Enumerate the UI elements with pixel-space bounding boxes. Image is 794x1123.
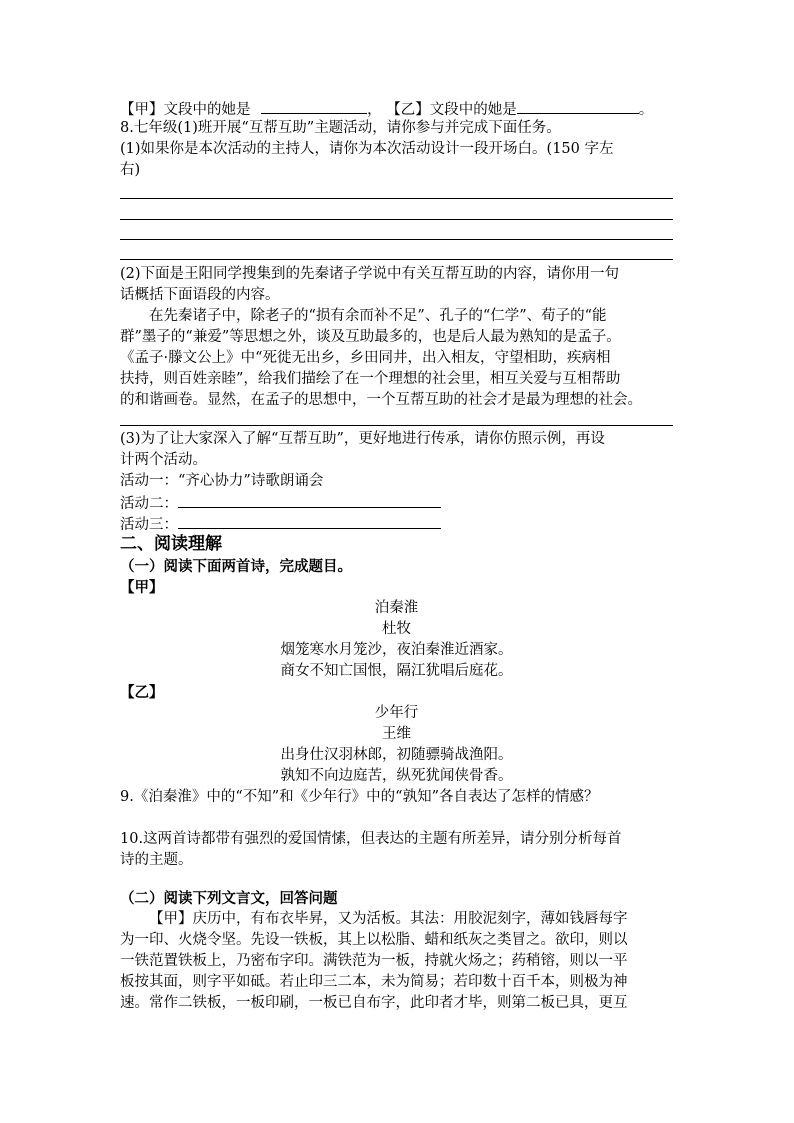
answer-line[interactable] bbox=[120, 425, 673, 426]
yi-prompt: 【乙】文段中的她是 bbox=[386, 102, 517, 118]
classical-text-line: 板按其面，则字平如砥。若止印三二本，未为简易；若印数十百千本，则极为神 bbox=[120, 974, 628, 990]
answer-blank-activity3[interactable] bbox=[178, 513, 441, 529]
answer-blank-activity2[interactable] bbox=[178, 492, 441, 508]
answer-line[interactable] bbox=[120, 239, 673, 240]
q8-sub3-line2: 计两个活动。 bbox=[120, 452, 207, 468]
passage-line: 《孟子·滕文公上》中“死徙无出乡，乡田同井，出入相友，守望相助，疾病相 bbox=[120, 350, 611, 366]
q8-sub2-line2: 话概括下面语段的内容。 bbox=[120, 287, 280, 303]
activity-two-label: 活动二： bbox=[120, 496, 178, 512]
part1-heading: （一）阅读下面两首诗，完成题目。 bbox=[120, 558, 352, 575]
classical-text-line: 为一印、火烧令坚。先设一铁板，其上以松脂、蜡和纸灰之类冒之。欲印，则以 bbox=[120, 932, 628, 948]
passage-line: 在先秦诸子中，除老子的“损有余而补不足”、孔子的“仁学”、荀子的“能 bbox=[149, 308, 607, 324]
answer-blank-yi[interactable] bbox=[517, 98, 639, 114]
question-9: 9.《泊秦淮》中的“不知”和《少年行》中的“孰知”各自表达了怎样的情感？ bbox=[120, 789, 599, 805]
jia-prompt: 【甲】文段中的她是 bbox=[120, 102, 251, 118]
poem-jia-label: 【甲】 bbox=[120, 579, 164, 596]
q8-sub1-line1: (1)如果你是本次活动的主持人，请你为本次活动设计一段开场白。(150 字左 bbox=[120, 141, 614, 157]
question-10-line2: 诗的主题。 bbox=[120, 852, 193, 868]
poem1-line: 商女不知亡国恨，隔江犹唱后庭花。 bbox=[280, 663, 513, 679]
poem2-title: 少年行 bbox=[374, 705, 419, 721]
activity-two-line bbox=[120, 492, 680, 515]
poem2-line: 孰知不向边庭苦，纵死犹闻侠骨香。 bbox=[280, 768, 513, 784]
section-heading: 二、阅读理解 bbox=[120, 534, 222, 554]
answer-line[interactable] bbox=[120, 219, 673, 220]
activity-three-label: 活动三： bbox=[120, 517, 178, 533]
activity-one: 活动一：“齐心协力”诗歌朗诵会 bbox=[120, 473, 324, 489]
poem2-line: 出身仕汉羽林郎，初随骠骑战渔阳。 bbox=[280, 747, 513, 763]
poem1-title: 泊秦淮 bbox=[374, 600, 419, 616]
poem1-line: 烟笼寒水月笼沙，夜泊秦淮近酒家。 bbox=[280, 642, 513, 658]
passage-line: 群”墨子的“兼爱”等思想之外，谈及互助最多的，也是后人最为熟知的是孟子。 bbox=[120, 329, 621, 345]
q8-sub2-line1: (2)下面是王阳同学搜集到的先秦诸子学说中有关互帮互助的内容，请你用一句 bbox=[120, 266, 620, 282]
q8-sub3-line1: (3)为了让大家深入了解“互帮互助”，更好地进行传承，请你仿照示例，再设 bbox=[120, 431, 605, 447]
comma: ， bbox=[367, 102, 382, 118]
q8-sub1-line2: 右) bbox=[120, 162, 141, 178]
q8-stem: 8.七年级(1)班开展“互帮互助”主题活动，请你参与并完成下面任务。 bbox=[120, 120, 561, 136]
period: 。 bbox=[638, 102, 654, 118]
poem-yi-label: 【乙】 bbox=[120, 684, 164, 701]
poem2-author: 王维 bbox=[382, 726, 411, 742]
classical-text-line: 【甲】庆历中，有布衣毕昇，又为活板。其法：用胶泥刻字，薄如钱唇每字 bbox=[149, 911, 628, 927]
classical-text-line: 速。常作二铁板，一板印刷，一板已自布字，此印者才毕，则第二板已具，更互 bbox=[120, 995, 628, 1011]
answer-line[interactable] bbox=[120, 259, 673, 260]
passage-line: 的和谐画卷。显然，在孟子的思想中，一个互帮互助的社会才是最为理想的社会。 bbox=[120, 392, 642, 408]
classical-text-line: 一铁范置铁板上，乃密布字印。满铁范为一板，持就火炀之；药稍镕，则以一平 bbox=[120, 953, 628, 969]
activity-three-line bbox=[120, 513, 680, 536]
question-10-line1: 10.这两首诗都带有强烈的爱国情愫，但表达的主题有所差异，请分别分析每首 bbox=[120, 831, 622, 847]
answer-line[interactable] bbox=[120, 198, 673, 199]
passage-line: 扶持，则百姓亲睦”，给我们描绘了在一个理想的社会里，相互关爱与互相帮助 bbox=[120, 371, 621, 387]
part2-heading: （二）阅读下列文言文，回答问题 bbox=[120, 890, 338, 907]
answer-blank-jia[interactable] bbox=[261, 98, 367, 114]
poem1-author: 杜牧 bbox=[382, 621, 411, 637]
